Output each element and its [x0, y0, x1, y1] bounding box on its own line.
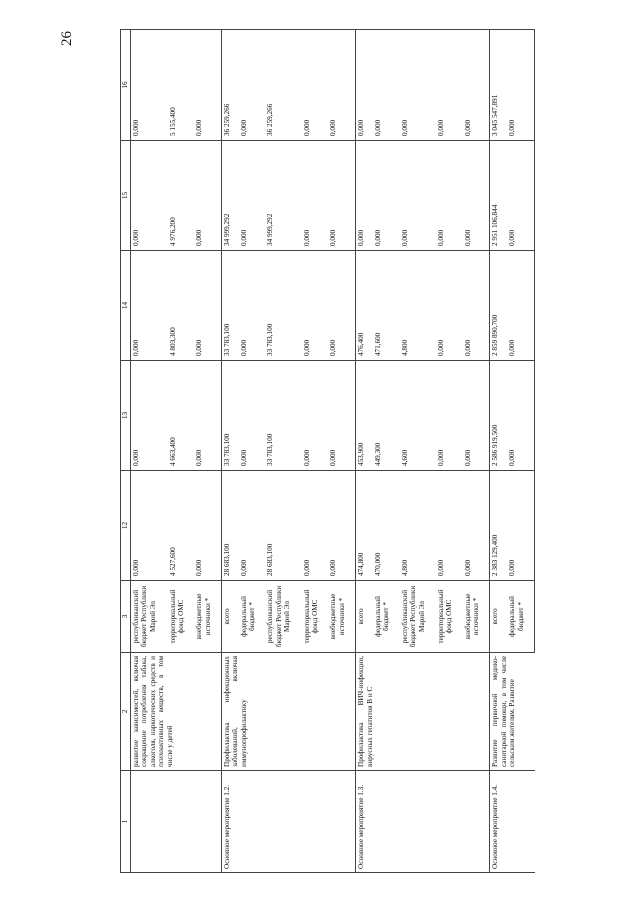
value-cell: 0,000 [194, 471, 221, 581]
column-header: 3 [121, 581, 131, 653]
value-cell: 0,000 [436, 471, 463, 581]
value-cell: 0,000 [400, 141, 436, 251]
funding-source: внебюджетные источники * [194, 581, 221, 653]
value-cell: 0,000 [194, 251, 221, 361]
column-header: 12 [121, 471, 131, 581]
value-cell: 4,600 [400, 361, 436, 471]
value-cell: 36 259,266 [265, 30, 301, 141]
value-cell: 0,000 [194, 361, 221, 471]
value-cell: 28 683,100 [221, 471, 238, 581]
value-cell: 0,000 [463, 30, 490, 141]
value-cell: 4 663,400 [168, 361, 195, 471]
value-cell: 0,000 [463, 471, 490, 581]
value-cell: 0,000 [436, 141, 463, 251]
column-header: 2 [121, 653, 131, 771]
value-cell: 0,000 [328, 251, 355, 361]
value-cell: 0,000 [239, 251, 266, 361]
value-cell: 0,000 [131, 251, 168, 361]
value-cell: 34 999,292 [221, 141, 238, 251]
column-number-row [121, 30, 131, 873]
event-cell: Основное мероприятие 1.3. [356, 771, 490, 873]
funding-source: территориальный фонд ОМС [302, 581, 329, 653]
value-cell: 0,000 [194, 141, 221, 251]
value-cell: 4,800 [400, 471, 436, 581]
column-header: 15 [121, 141, 131, 251]
value-cell: 0,000 [194, 30, 221, 141]
funding-source: республиканский бюджет Республики Марий Эл [400, 581, 436, 653]
value-cell: 0,000 [302, 141, 329, 251]
funding-source: всего [221, 581, 238, 653]
value-cell: 0,000 [328, 30, 355, 141]
value-cell: 0,000 [507, 251, 534, 361]
value-cell: 3 045 547,891 [490, 30, 507, 141]
column-header: 14 [121, 251, 131, 361]
value-cell: 0,000 [302, 251, 329, 361]
value-cell: 0,000 [131, 141, 168, 251]
value-cell: 33 783,100 [265, 361, 301, 471]
value-cell: 0,000 [356, 141, 373, 251]
value-cell: 0,000 [507, 361, 534, 471]
value-cell: 36 259,266 [221, 30, 238, 141]
value-cell: 5 155,400 [168, 30, 195, 141]
value-cell: 0,000 [400, 30, 436, 141]
value-cell: 4 527,600 [168, 471, 195, 581]
value-cell: 0,000 [131, 471, 168, 581]
funding-source: республиканский бюджет Республики Марий Эл [265, 581, 301, 653]
value-cell: 33 783,100 [221, 361, 238, 471]
value-cell: 2 951 106,844 [490, 141, 507, 251]
column-header: 13 [121, 361, 131, 471]
value-cell: 4 976,200 [168, 141, 195, 251]
table-row [131, 30, 168, 873]
event-cell: Основное мероприятие 1.4. [490, 771, 535, 873]
funding-source: федеральный бюджет * [239, 581, 266, 653]
value-cell: 0,000 [463, 251, 490, 361]
funding-source: республиканский бюджет Республики Марий Эл [131, 581, 168, 653]
page-number-text: 26 [59, 31, 75, 46]
value-cell: 0,000 [328, 361, 355, 471]
value-cell: 0,000 [373, 141, 400, 251]
value-cell: 0,000 [436, 361, 463, 471]
value-cell: 0,000 [131, 30, 168, 141]
event-description: развитие зависимостей, включая сокращение потребления табака, алкоголя, наркотических средств и психоактивных веществ, в том числе у детей [131, 653, 222, 771]
value-cell: 0,000 [302, 361, 329, 471]
value-cell: 0,000 [356, 30, 373, 141]
value-cell: 0,000 [239, 471, 266, 581]
event-description: Развитие первичной медико-санитарной помощи, в том числе сельским жителям. Развитие [490, 653, 535, 771]
page-number [60, 30, 75, 47]
funding-source: федеральный бюджет * [373, 581, 400, 653]
event-description: Профилактика ВИЧ-инфекции, вирусных гепатитов В и С [356, 653, 490, 771]
value-cell: 0,000 [328, 141, 355, 251]
value-cell: 0,000 [463, 361, 490, 471]
value-cell: 2 859 890,700 [490, 251, 507, 361]
table-row [490, 30, 507, 873]
funding-source: всего [490, 581, 507, 653]
column-header: 16 [121, 30, 131, 141]
value-cell: 28 683,100 [265, 471, 301, 581]
value-cell: 449,300 [373, 361, 400, 471]
value-cell: 0,000 [328, 471, 355, 581]
value-cell: 2 586 919,500 [490, 361, 507, 471]
value-cell: 0,000 [507, 471, 534, 581]
value-cell: 33 783,100 [221, 251, 238, 361]
value-cell: 453,900 [356, 361, 373, 471]
funding-source: всего [356, 581, 373, 653]
value-cell: 0,000 [436, 251, 463, 361]
value-cell: 0,000 [302, 471, 329, 581]
value-cell: 471,600 [373, 251, 400, 361]
value-cell: 0,000 [436, 30, 463, 141]
value-cell: 0,000 [463, 141, 490, 251]
value-cell: 2 383 129,400 [490, 471, 507, 581]
value-cell: 474,800 [356, 471, 373, 581]
value-cell: 0,000 [239, 141, 266, 251]
value-cell: 33 783,100 [265, 251, 301, 361]
value-cell: 34 999,292 [265, 141, 301, 251]
funding-source: внебюджетные источники * [463, 581, 490, 653]
table-row [221, 30, 238, 873]
funding-source: территориальный фонд ОМС [436, 581, 463, 653]
funding-source: территориальный фонд ОМС [168, 581, 195, 653]
value-cell: 476,400 [356, 251, 373, 361]
value-cell: 0,000 [239, 361, 266, 471]
value-cell: 470,000 [373, 471, 400, 581]
funding-source: федеральный бюджет * [507, 581, 534, 653]
event-description: Профилактика инфекционных заболеваний, включая иммунопрофилактику [221, 653, 355, 771]
table-row [356, 30, 373, 873]
value-cell: 0,000 [302, 30, 329, 141]
value-cell: 0,000 [507, 141, 534, 251]
rotated-table-container [120, 30, 535, 873]
event-cell [131, 771, 222, 873]
column-header: 1 [121, 771, 131, 873]
funding-table [120, 29, 535, 873]
value-cell: 4 803,300 [168, 251, 195, 361]
value-cell: 0,000 [239, 30, 266, 141]
value-cell: 0,000 [373, 30, 400, 141]
funding-source: внебюджетные источники * [328, 581, 355, 653]
value-cell: 0,000 [507, 30, 534, 141]
event-cell: Основное мероприятие 1.2. [221, 771, 355, 873]
value-cell: 4,800 [400, 251, 436, 361]
value-cell: 0,000 [131, 361, 168, 471]
